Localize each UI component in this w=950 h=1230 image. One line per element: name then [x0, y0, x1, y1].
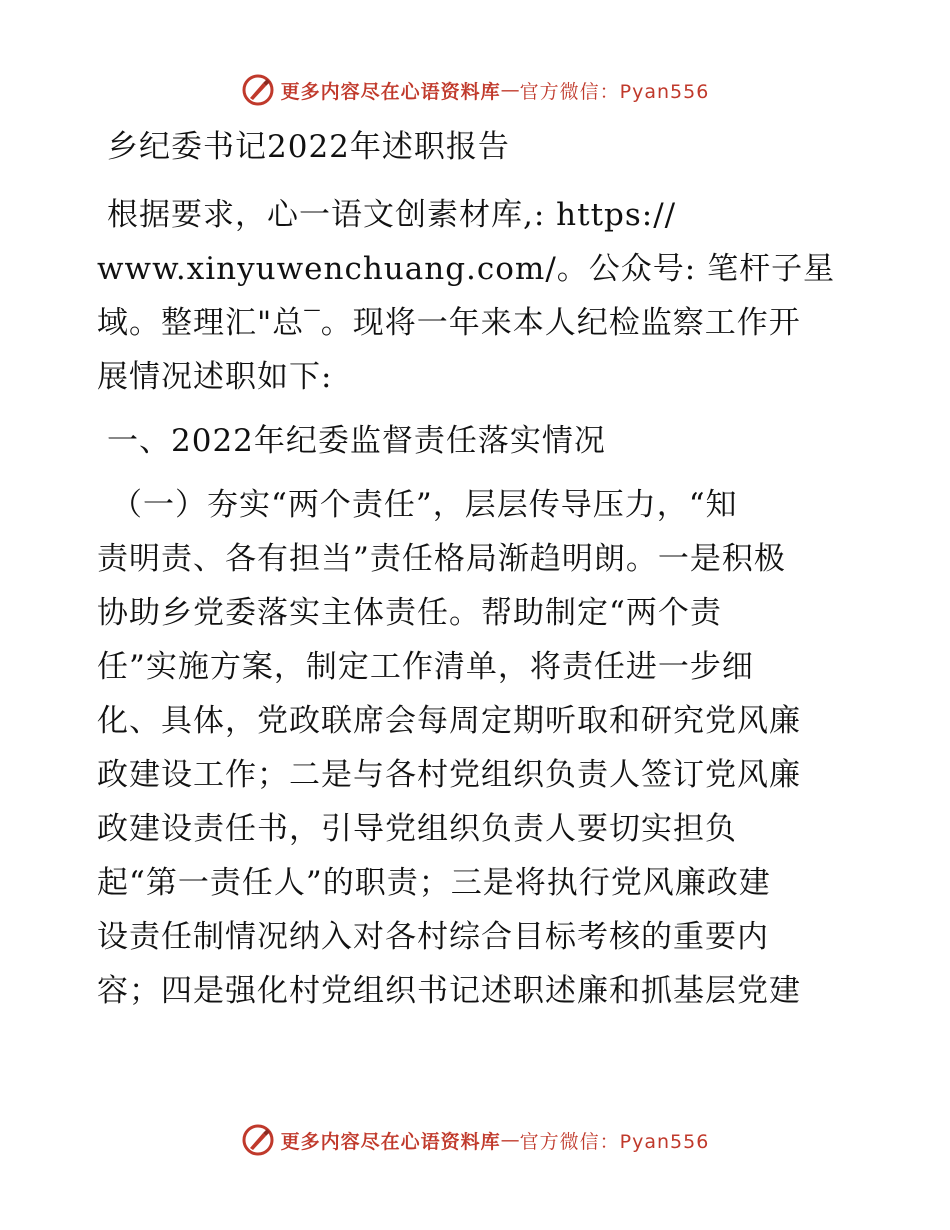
body-line: 政建设工作；二是与各村党组织负责人签订党风廉: [97, 757, 801, 793]
banner-wechat: 官方微信：Pyan556: [519, 80, 710, 103]
body-line: 容；四是强化村党组织书记述职述廉和抓基层党建: [97, 973, 801, 1009]
body-line: （一）夯实“两个责任”，层层传导压力，“知: [111, 487, 738, 523]
intro-line: www.xinyuwenchuang.com/。公众号: 笔杆子星: [97, 251, 836, 287]
pen-logo-icon: [241, 1123, 275, 1157]
banner-text: 更多内容尽在心语资料库: [280, 1130, 501, 1153]
intro-line: 展情况述职如下:: [97, 359, 333, 395]
banner-text: 更多内容尽在心语资料库: [280, 80, 501, 103]
body-line: 协助乡党委落实主体责任。帮助制定“两个责: [97, 595, 722, 631]
section-heading: 一、2022年纪委监督责任落实情况: [107, 423, 606, 459]
header-watermark-banner: [0, 70, 950, 110]
body-line: 任”实施方案，制定工作清单，将责任进一步细: [97, 649, 754, 685]
intro-line: 域。整理汇"总‾。现将一年来本人纪检监察工作开: [97, 305, 801, 341]
body-line: 责明责、各有担当”责任格局渐趋明朗。一是积极: [97, 541, 786, 577]
document-title: 乡纪委书记2022年述职报告: [107, 129, 510, 165]
pen-logo-icon: [241, 73, 275, 107]
document-body: [97, 120, 857, 1018]
body-line: 政建设责任书，引导党组织负责人要切实担负: [97, 811, 737, 847]
footer-watermark-banner: [0, 1120, 950, 1160]
banner-separator: —: [500, 79, 520, 101]
body-line: 设责任制情况纳入对各村综合目标考核的重要内: [97, 919, 769, 955]
body-line: 化、具体，党政联席会每周定期听取和研究党风廉: [97, 703, 801, 739]
banner-wechat: 官方微信：Pyan556: [519, 1130, 710, 1153]
body-line: 起“第一责任人”的职责；三是将执行党风廉政建: [97, 865, 771, 901]
banner-separator: —: [500, 1129, 520, 1151]
intro-line: 根据要求，心一语文创素材库,: https://: [107, 197, 677, 233]
